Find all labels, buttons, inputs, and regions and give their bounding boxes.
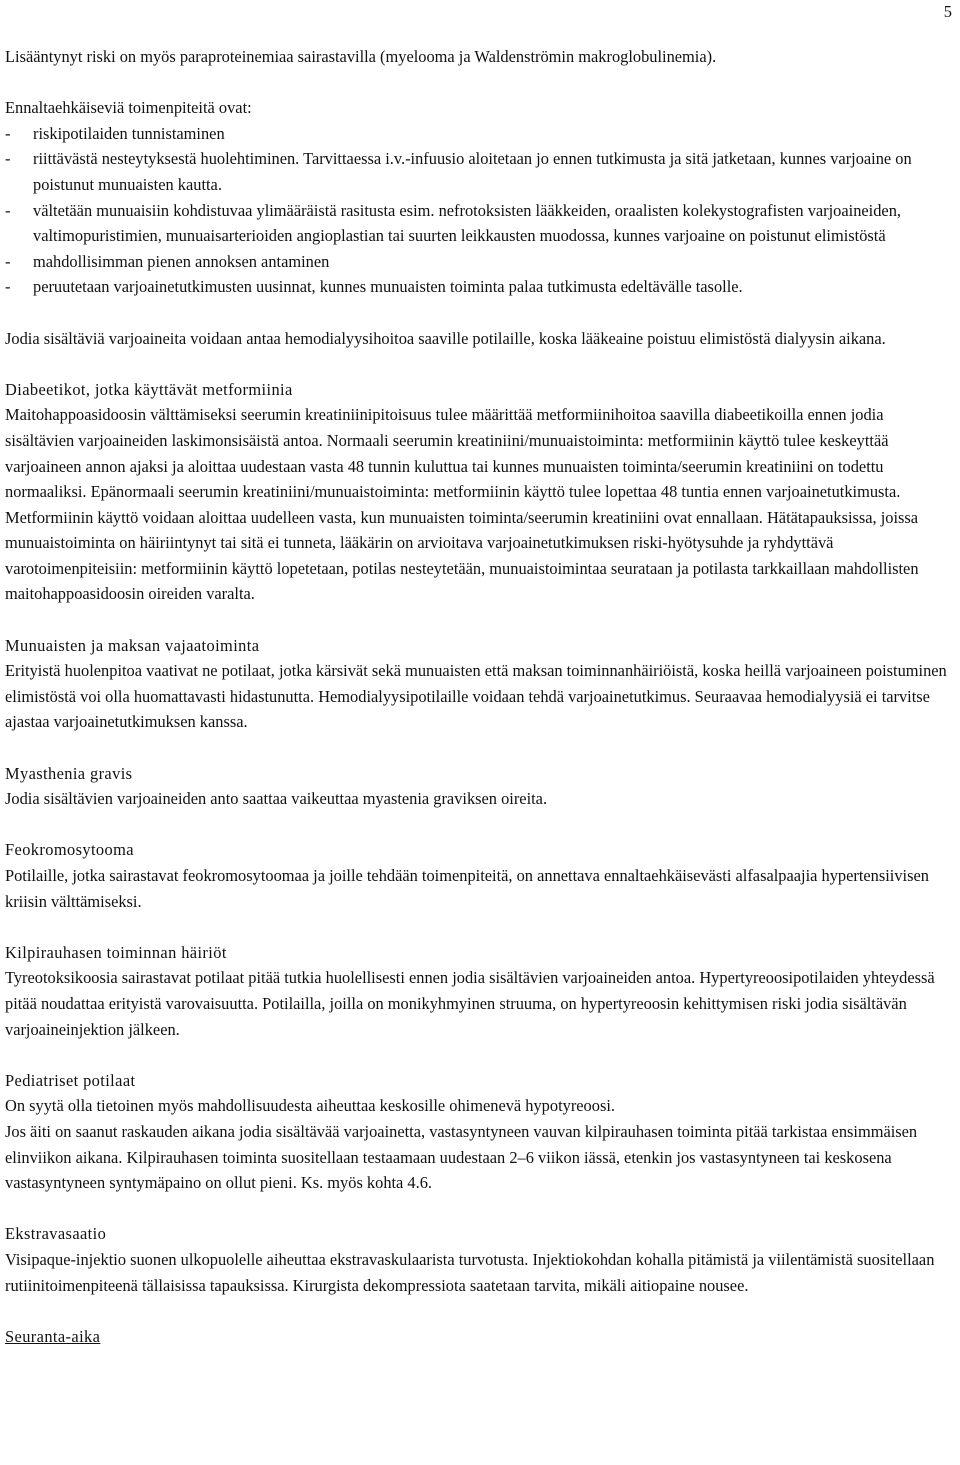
dialysis-paragraph: Jodia sisältäviä varjoaineita voidaan antaa hemodialyysihoitoa saaville potilaille, koska lääkeaine poistuu elimistöstä dialyysin aikana.: [5, 328, 886, 348]
section-heading: Myasthenia gravis: [5, 763, 133, 783]
risk-paragraph: Lisääntynyt riski on myös paraproteinemiaa sairastavilla (myelooma ja Waldenströmin makroglobulinemia).: [5, 47, 717, 66]
section-heading: Pediatriset potilaat: [5, 1070, 136, 1090]
section-extravasation: [5, 1221, 955, 1298]
list-item: [5, 121, 955, 147]
dash-marker: -: [5, 200, 11, 220]
section-body: Jodia sisältävien varjoaineiden anto saattaa vaikeuttaa myastenia graviksen oireita.: [5, 789, 548, 809]
follow-up-heading: Seuranta-aika: [5, 1326, 101, 1346]
list-item: [5, 146, 955, 197]
section-body: Potilaille, jotka sairastavat feokromosytoomaa ja joille tehdään toimenpiteitä, on annettava ennaltaehkäisevästi alfasalpaajia hypertensiivisen kriisin välttämiseksi.: [5, 866, 929, 911]
dash-marker: -: [5, 251, 11, 271]
prevention-heading: Ennaltaehkäiseviä toimenpiteitä ovat:: [5, 98, 252, 118]
dash-marker: -: [5, 277, 11, 297]
section-renal-hepatic: [5, 633, 955, 735]
document-body: [5, 44, 955, 1349]
list-item: [5, 249, 955, 275]
section-body: On syytä olla tietoinen myös mahdollisuudesta aiheuttaa keskosille ohimenevä hypotyreoosi.: [5, 1096, 615, 1116]
section-heading: Diabeetikot, jotka käyttävät metformiinia: [5, 379, 293, 399]
dash-marker: -: [5, 149, 11, 169]
section-myasthenia: [5, 761, 955, 812]
section-pediatric: [5, 1068, 955, 1196]
section-heading: Ekstravasaatio: [5, 1224, 107, 1244]
list-item-text: peruutetaan varjoainetutkimusten uusinnat, kunnes munuaisten toiminta palaa tutkimusta edeltävälle tasolle.: [33, 277, 743, 297]
section-heading: Munuaisten ja maksan vajaatoiminta: [5, 635, 260, 655]
section-heading: Kilpirauhasen toiminnan häiriöt: [5, 942, 227, 962]
list-item: [5, 198, 955, 249]
list-item-text: riittävästä nesteytyksestä huolehtiminen. Tarvittaessa i.v.-infuusio aloitetaan jo ennen tutkimusta ja sitä jatketaan, kunnes varjoaine on poistunut munuaisten kautta.: [33, 149, 912, 194]
page-number: 5: [943, 2, 952, 21]
list-item: [5, 274, 955, 300]
section-body: Maitohappoasidoosin välttämiseksi seerumin kreatiniinipitoisuus tulee määrittää metformiinihoitoa saavilla diabeetikoilla ennen jodia sisältävien varjoaineiden laskimonsisäistä antoa. Normaali seerumin kreatiniini/munuaistoiminta: metformiinin käyttö tulee keskeyttää varjoaineen annon ajaksi ja aloittaa uudestaan vasta 48 tunnin kuluttua tai kunnes munuaisten toiminta/seerumin kreatiniini on todettu normaaliksi. Epänormaali seerumin kreatiniini/munuaistoiminta: metformiinin käyttö tulee lopettaa 48 tuntia ennen varjoainetutkimusta. Metformiinin käyttö voidaan aloittaa uudelleen vasta, kun munuaisten toiminta/seerumin kreatiniini ovat ennallaan. Hätätapauksissa, joissa munuaistoiminta on häiriintynyt tai sitä ei tunneta, lääkärin on arvioitava varjoainetutkimuksen riski-hyötysuhde ja ryhdyttävä varotoimenpiteisiin: metformiinin käyttö lopetetaan, potilas nesteytetään, munuaistoimintaa seurataan ja potilasta tarkkaillaan mahdollisten maitohappoasidoosin oireiden varalta.: [5, 405, 919, 604]
section-body: Visipaque-injektio suonen ulkopuolelle aiheuttaa ekstravaskulaarista turvotusta. Injektiokohdan kohalla pitämistä ja viilentämistä suositellaan rutiinitoimenpiteenä tällaisissa tapauksissa. Kirurgista dekompressiota saatetaan tarvita, mikäli aitiopaine nousee.: [5, 1249, 935, 1295]
prevention-list: [5, 121, 955, 300]
section-metformin: [5, 377, 955, 607]
section-body: Erityistä huolenpitoa vaativat ne potilaat, jotka kärsivät sekä munuaisten että maksan toiminnanhäiriöistä, koska heillä varjoaineen poistuminen elimistöstä voi olla huomattavasti hidastunutta. Hemodialyysipotilaille voidaan tehdä varjoainetutkimus. Seuraavaa hemodialyysiä ei tarvitse ajastaa varjoainetutkimuksen kanssa.: [5, 661, 947, 732]
list-item-text: vältetään munuaisiin kohdistuvaa ylimääräistä rasitusta esim. nefrotoksisten lääkkeiden, oraalisten kolekystografisten varjoaineiden, valtimopuristimien, munuaisarterioiden angioplastian tai suurten leikkausten muodossa, kunnes varjoaine on poistunut elimistöstä: [33, 200, 901, 246]
section-body: Tyreotoksikoosia sairastavat potilaat pitää tutkia huolellisesti ennen jodia sisältävien varjoaineiden antoa. Hypertyreoosipotilaiden yhteydessä pitää noudattaa erityistä varovaisuutta. Potilailla, joilla on monikyhmyinen struuma, on hypertyreoosin kehittymisen riski jodia sisältävän varjoaineinjektion jälkeen.: [5, 968, 935, 1039]
list-item-text: mahdollisimman pienen annoksen antaminen: [33, 251, 330, 271]
prevention-section: [5, 95, 955, 300]
section-heading: Feokromosytooma: [5, 840, 134, 860]
section-thyroid: [5, 940, 955, 1042]
dash-marker: -: [5, 123, 11, 143]
list-item-text: riskipotilaiden tunnistaminen: [33, 123, 225, 143]
section-pheochromocytoma: [5, 837, 955, 914]
section-body-continued: Jos äiti on saanut raskauden aikana jodia sisältävää varjoainetta, vastasyntyneen vauvan kilpirauhasen toiminta pitää tarkistaa ensimmäisen elinviikon aikana. Kilpirauhasen toiminta suositellaan testaamaan uudestaan 2–6 viikon iässä, etenkin jos vastasyntyneen tai keskosena vastasyntyneen syntymäpaino on ollut pieni. Ks. myös kohta 4.6.: [5, 1121, 918, 1193]
